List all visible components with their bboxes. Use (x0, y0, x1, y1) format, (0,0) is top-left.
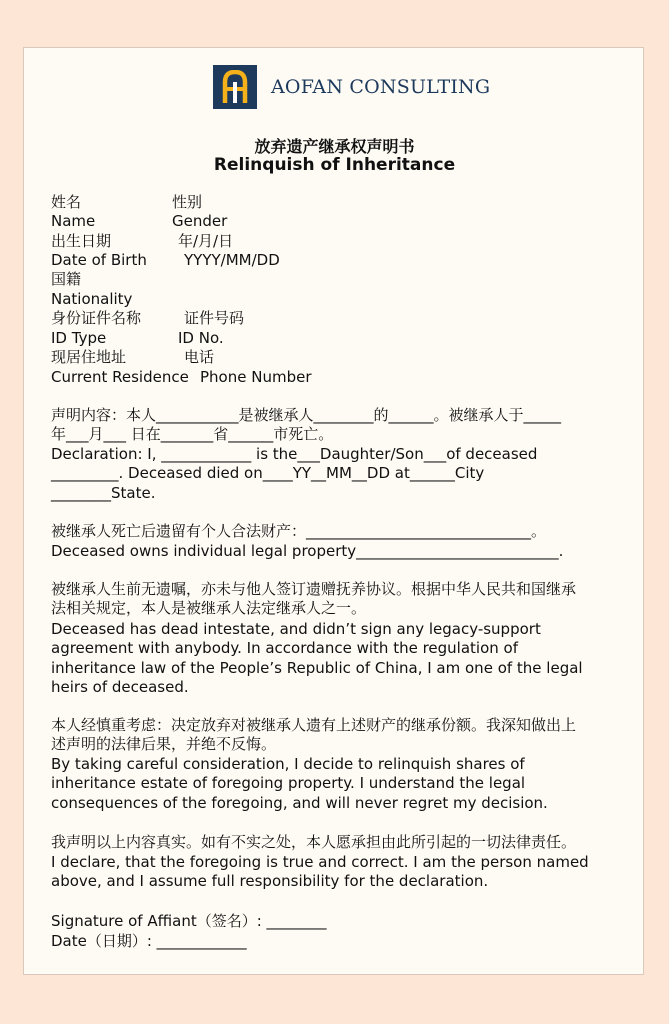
truth-cn: 我声明以上内容真实。如有不实之处，本人愿承担由此所引起的一切法律责任。 (51, 833, 577, 851)
aofan-letter-a-icon (213, 65, 257, 109)
label-gender-en: Gender (172, 212, 228, 230)
company-logo (213, 65, 490, 109)
label-dob-en: Date of Birth (51, 251, 147, 269)
title-chinese: 放弃遗产继承权声明书 (254, 137, 415, 156)
label-idtype-en: ID Type (51, 329, 107, 347)
label-nationality-cn: 国籍 (51, 270, 82, 288)
label-dob-cn: 出生日期 (51, 232, 112, 250)
declaration-en: Declaration: I, ____________ is the___Daughter/Son___of deceased _________. Deceased died on____YY__MM__DD at______City ________State. (51, 445, 538, 502)
label-phone-en: Phone Number (200, 368, 312, 386)
label-phone-cn: 电话 (184, 348, 215, 366)
label-nationality-en: Nationality (51, 290, 133, 308)
title-english: Relinquish of Inheritance (213, 155, 456, 175)
label-gender-cn: 性别 (172, 193, 203, 211)
truth-en: I declare, that the foregoing is true and correct. I am the person named above, and I assume full responsibility for the declaration. (51, 853, 589, 891)
label-idno-cn: 证件号码 (184, 309, 245, 327)
property-cn: 被继承人死亡后遗留有个人合法财产：______________________________。 (51, 522, 547, 540)
label-name-en: Name (51, 212, 96, 230)
relinquish-en: By taking careful consideration, I decide to relinquish shares of inheritance estate of foregoing property. I understand the legal consequences of the foregoing, and will never regret my decision. (51, 755, 548, 812)
intestate-cn: 被继承人生前无遗嘱，亦未与他人签订遗赠抚养协议。根据中华人民共和国继承 法相关规定，本人是被继承人法定继承人之一。 (51, 580, 577, 618)
date-line: Date（日期）: ____________ (51, 932, 247, 950)
document-page (23, 47, 644, 975)
declaration-cn: 声明内容：本人___________是被继承人________的______。被继承人于_____ 年___月___ 日在_______省______市死亡。 (51, 406, 562, 444)
label-residence-en: Current Residence (51, 368, 189, 386)
intestate-en: Deceased has dead intestate, and didn’t sign any legacy-support agreement with anybody. In accordance with the regulation of inheritance law of the People’s Republic of China, I am one of the legal heirs of deceased. (51, 620, 583, 697)
label-dob-format-cn: 年/月/日 (178, 232, 234, 250)
signature-line: Signature of Affiant（签名）: ________ (51, 912, 327, 930)
relinquish-cn: 本人经慎重考虑：决定放弃对被继承人遗有上述财产的继承份额。我深知做出上 述声明的法律后果，并绝不反悔。 (51, 716, 577, 754)
label-idtype-cn: 身份证件名称 (51, 309, 142, 327)
label-idno-en: ID No. (178, 329, 224, 347)
label-name-cn: 姓名 (51, 193, 82, 211)
property-en: Deceased owns individual legal property___________________________. (51, 542, 564, 560)
label-residence-cn: 现居住地址 (51, 348, 127, 366)
brand-name: AOFAN CONSULTING (271, 76, 491, 98)
label-dob-format-en: YYYY/MM/DD (184, 251, 280, 269)
